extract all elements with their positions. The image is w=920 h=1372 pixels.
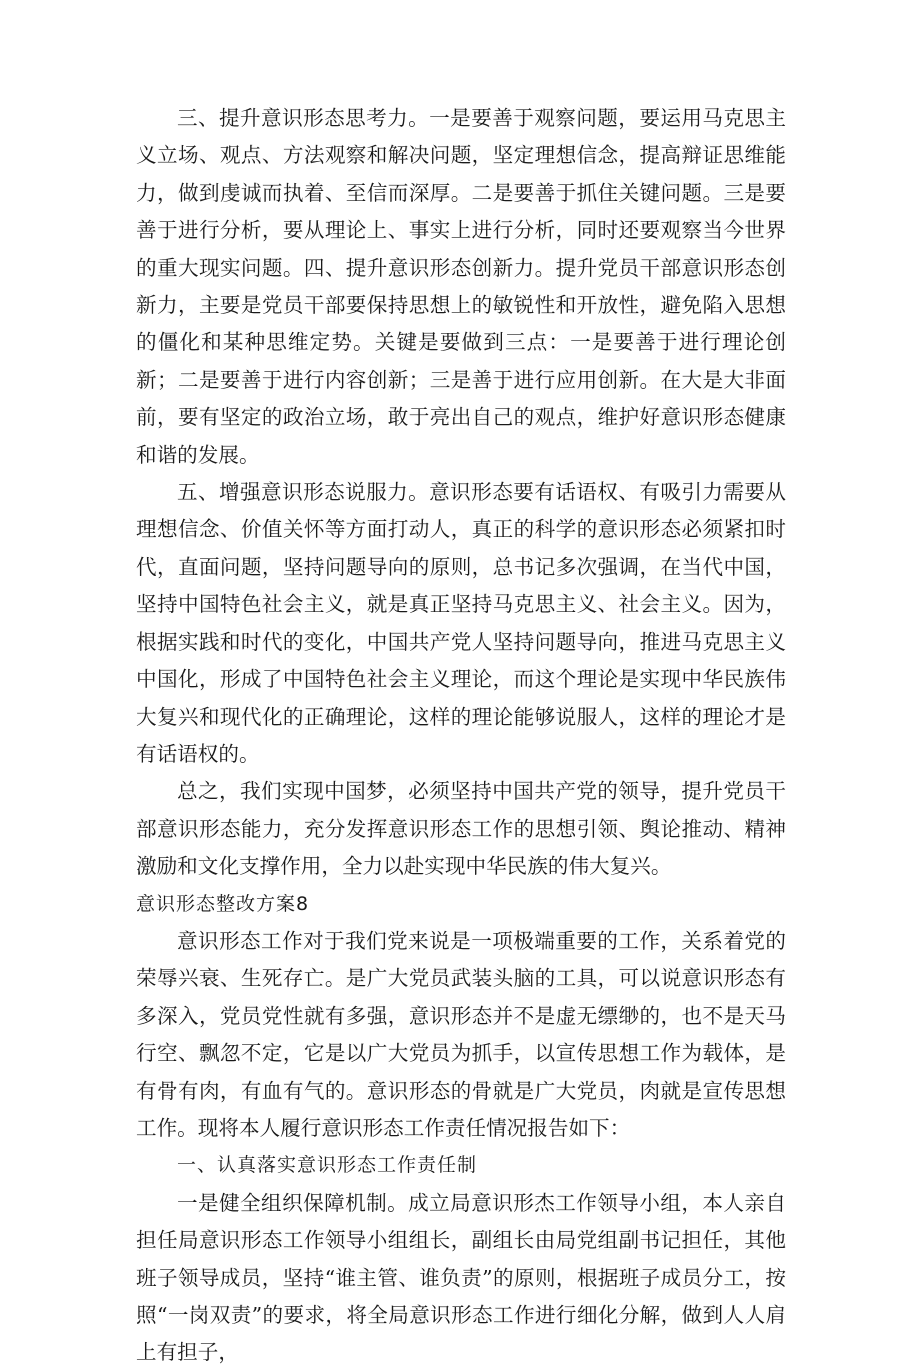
paragraph-conclusion: 总之，我们实现中国梦，必须坚持中国共产党的领导，提升党员干部意识形态能力，充分发挥意识形态工作的思想引领、舆论推动、精神激励和文化支撑作用，全力以赴实现中华民族的伟大复兴。 xyxy=(136,779,786,879)
paragraph-ideology-persuasion: 五、增强意识形态说服力。意识形态要有话语权、有吸引力需要从理想信念、价值关怀等方面打动人，真正的科学的意识形态必须紧扣时代，直面问题，坚持问题导向的原则，总书记多次强调，在当代中国，坚持中国特色社会主义，就是真正坚持马克思主义、社会主义。因为，根据实践和时代的变化，中国共产党人坚持问题导向，推进马克思主义中国化，形成了中国特色社会主义理论，而这个理论是实现中华民族伟大复兴和现代化的正确理论，这样的理论能够说服人，这样的理论才是有话语权的。 xyxy=(136,480,786,766)
subsection-heading: 一、认真落实意识形态工作责任制 xyxy=(177,1154,478,1177)
section-heading: 意识形态整改方案8 xyxy=(136,892,310,915)
paragraph-ideology-thinking: 三、提升意识形态思考力。一是要善于观察问题，要运用马克思主义立场、观点、方法观察和解决问题，坚定理想信念，提高辩证思维能力，做到虔诚而执着、至信而深厚。二是要善于抓住关键问题。三是要善于进行分析，要从理论上、事实上进行分析，同时还要观察当今世界的重大现实问题。四、提升意识形态创新力。提升党员干部意识形态创新力，主要是党员干部要保持思想上的敏锐性和开放性，避免陷入思想的僵化和某种思维定势。关键是要做到三点：一是要善于进行理论创新；二是要善于进行内容创新；三是善于进行应用创新。在大是大非面前，要有坚定的政治立场，敢于亮出自己的观点，维护好意识形态健康和谐的发展。 xyxy=(136,106,786,467)
document-page xyxy=(136,100,786,1372)
paragraph-organization: 一是健全组织保障机制。成立局意识形杰工作领导小组，本人亲自担任局意识形态工作领导小组组长，副组长由局党组副书记担任，其他班子领导成员，坚持“谁主管、谁负责”的原则，根据班子成员分工，按照“一岗双责”的要求，将全局意识形态工作进行细化分解，做到人人肩上有担子， xyxy=(136,1190,786,1365)
paragraph-intro: 意识形态工作对于我们党来说是一项极端重要的工作，关系着党的荣辱兴衰、生死存亡。是广大党员武装头脑的工具，可以说意识形态有多深入，党员党性就有多强，意识形态并不是虚无缥缈的，也不是天马行空、飘忽不定，它是以广大党员为抓手，以宣传思想工作为载体，是有骨有肉，有血有气的。意识形态的骨就是广大党员，肉就是宣传思想工作。现将本人履行意识形态工作责任情况报告如下： xyxy=(136,928,786,1140)
